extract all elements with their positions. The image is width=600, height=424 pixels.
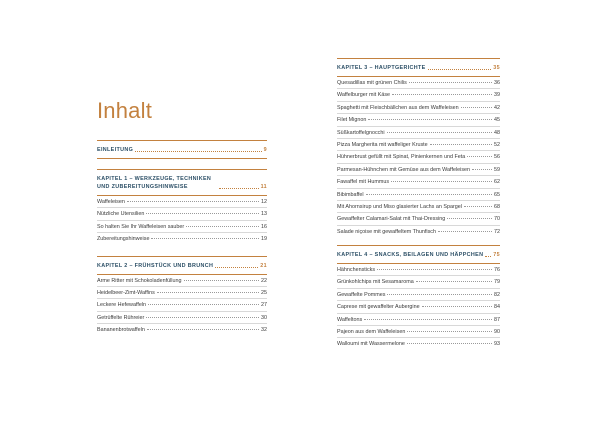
leader-dots (215, 266, 258, 268)
entry-label: Bananenbrotwaffeln (97, 327, 145, 334)
entry-label: Gewaffelter Calamari-Salat mit Thai-Dressing (337, 216, 446, 223)
entry-page: 30 (261, 314, 267, 321)
toc-entry[interactable] (337, 127, 500, 139)
leader-dots (391, 181, 492, 182)
leader-dots (135, 150, 261, 152)
entry-page: 72 (494, 228, 500, 235)
entry-page: 62 (494, 179, 500, 186)
leader-dots (186, 226, 259, 227)
entry-page: 65 (494, 191, 500, 198)
entry-label: Leckere Hefewaffeln (97, 302, 147, 309)
toc-entry[interactable] (97, 208, 267, 220)
chapter-label: KAPITEL 3 – HAUPTGERICHTE (337, 65, 426, 71)
leader-dots (151, 238, 259, 239)
leader-dots (428, 68, 492, 70)
leader-dots (472, 169, 492, 170)
toc-entry[interactable] (97, 233, 267, 245)
entry-label: Filet Mignon (337, 117, 367, 124)
entry-page: 70 (494, 216, 500, 223)
page-title: Inhalt (97, 98, 153, 123)
toc-left (97, 140, 267, 337)
entry-page: 84 (494, 304, 500, 311)
toc-entry[interactable] (337, 301, 500, 313)
toc-entry[interactable] (337, 289, 500, 301)
toc-entry[interactable] (97, 287, 267, 299)
entry-page: 42 (494, 104, 500, 111)
entry-label: Quesadillas mit grünen Chilis (337, 80, 407, 86)
toc-entry[interactable] (337, 201, 500, 213)
leader-dots (387, 294, 492, 295)
entry-label: Getrüffelte Rühreier (97, 314, 145, 321)
chapter-page: 35 (493, 65, 500, 71)
leader-dots (461, 107, 492, 108)
toc-chapter-3[interactable] (337, 59, 500, 76)
toc-entry[interactable] (337, 164, 500, 176)
entry-label: So halten Sie Ihr Waffeleisen sauber (97, 223, 185, 230)
entry-label: Parmesan-Hühnchen mit Gemüse aus dem Waffeleisen (337, 166, 471, 173)
toc-entry[interactable] (337, 264, 500, 276)
entry-page: 87 (494, 316, 500, 323)
leader-dots (430, 144, 492, 145)
toc-entry[interactable] (337, 102, 500, 114)
section-page: 9 (263, 147, 267, 153)
leader-dots (219, 187, 259, 189)
entry-label: Arme Ritter mit Schokoladenfüllung (97, 277, 182, 284)
leader-dots (366, 194, 492, 195)
entry-page: 45 (494, 117, 500, 124)
leader-dots (409, 82, 492, 83)
chapter-page: 21 (260, 262, 267, 269)
toc-entry[interactable] (337, 314, 500, 326)
chapter-label: KAPITEL 4 – SNACKS, BEILAGEN UND HÄPPCHEN (337, 252, 484, 259)
entry-label: Mit Ahornsirup und Miso glasierter Lachs an Spargel (337, 203, 462, 210)
toc-entry[interactable] (337, 151, 500, 163)
entry-page: 16 (261, 223, 267, 230)
leader-dots (146, 213, 259, 214)
right-page (300, 0, 600, 424)
entry-page: 82 (494, 291, 500, 298)
leader-dots (407, 343, 492, 344)
leader-dots (416, 281, 492, 282)
leader-dots (368, 119, 492, 120)
entry-page: 48 (494, 129, 500, 136)
entry-label: Hühnerbrust gefüllt mit Spinat, Pinienkernen und Feta (337, 154, 466, 161)
entry-page: 12 (261, 199, 267, 205)
toc-entry[interactable] (337, 226, 500, 238)
entry-label: Süßkartoffelgnocchi (337, 129, 385, 136)
entry-label: Pajeon aus dem Waffeleisen (337, 329, 406, 336)
leader-dots (447, 218, 492, 219)
toc-chapter-1[interactable] (97, 170, 267, 195)
entry-label: Salade niçoise mit gewaffeltem Thunfisch (337, 228, 436, 235)
divider (97, 158, 267, 159)
entry-page: 36 (494, 80, 500, 86)
entry-label: Gewaffelte Pommes (337, 291, 386, 298)
entry-page: 19 (261, 236, 267, 243)
toc-entry[interactable] (337, 89, 500, 101)
toc-chapter-2[interactable] (97, 257, 267, 274)
leader-dots (467, 156, 492, 157)
entry-label: Zubereitungshinweise (97, 236, 150, 243)
leader-dots (157, 292, 259, 293)
chapter-label: KAPITEL 2 – FRÜHSTÜCK UND BRUNCH (97, 262, 214, 269)
toc-entry[interactable] (97, 299, 267, 311)
entry-label: Spaghetti mit Fleischbällchen aus dem Waffeleisen (337, 104, 459, 111)
entry-page: 59 (494, 166, 500, 173)
entry-label: Waffeleisen (97, 199, 125, 205)
entry-page: 93 (494, 341, 500, 348)
entry-label: Waffelburger mit Käse (337, 92, 391, 99)
chapter-page: 75 (493, 252, 500, 259)
entry-page: 90 (494, 329, 500, 336)
entry-label: Caprese mit gewaffelter Aubergine (337, 304, 420, 311)
toc-intro[interactable] (97, 141, 267, 158)
leader-dots (422, 306, 492, 307)
entry-page: 39 (494, 92, 500, 99)
leader-dots (364, 319, 492, 320)
leader-dots (407, 331, 492, 332)
toc-chapter-4[interactable] (337, 246, 500, 263)
toc-entry[interactable] (337, 139, 500, 151)
leader-dots (127, 201, 259, 202)
leader-dots (377, 269, 492, 270)
toc-entry[interactable] (337, 176, 500, 188)
section-label: EINLEITUNG (97, 147, 134, 153)
toc-entry[interactable] (337, 77, 500, 89)
entry-page: 32 (261, 327, 267, 334)
entry-label: Waffeltons (337, 316, 363, 323)
toc-entry[interactable] (97, 221, 267, 233)
entry-label: Pizza Margherita mit waffeliger Kruste (337, 141, 428, 148)
leader-dots (148, 304, 259, 305)
chapter-page: 11 (260, 184, 267, 190)
toc-entry[interactable] (337, 189, 500, 201)
leader-dots (485, 255, 491, 257)
entry-page: 27 (261, 302, 267, 309)
chapter-4-list (337, 264, 500, 351)
entry-page: 76 (494, 267, 500, 274)
toc-entry[interactable] (97, 312, 267, 324)
leader-dots (146, 317, 259, 318)
entry-label: Grünkohlchips mit Sesamaroma (337, 279, 414, 286)
toc-entry[interactable] (97, 275, 267, 287)
leader-dots (392, 94, 492, 95)
entry-label: Fawaffel mit Hummus (337, 179, 390, 186)
entry-label: Heidelbeer-Zimt-Waffins (97, 289, 155, 296)
toc-entry[interactable] (97, 324, 267, 336)
leader-dots (438, 231, 492, 232)
toc-entry[interactable] (337, 338, 500, 350)
entry-page: 68 (494, 203, 500, 210)
chapter-label: KAPITEL 1 – WERKZEUGE, TECHNIKEN UND ZUBEREITUNGSHINWEISE (97, 176, 212, 190)
toc-entry[interactable] (337, 114, 500, 126)
entry-label: Walloumi mit Wassermelone (337, 341, 405, 348)
leader-dots (387, 132, 492, 133)
toc-right (337, 58, 500, 351)
entry-page: 79 (494, 279, 500, 286)
entry-page: 13 (261, 211, 267, 218)
chapter-3-list (337, 77, 500, 238)
leader-dots (147, 329, 259, 330)
leader-dots (464, 206, 492, 207)
entry-page: 22 (261, 277, 267, 284)
entry-page: 52 (494, 141, 500, 148)
leader-dots (184, 280, 260, 281)
toc-entry[interactable] (337, 276, 500, 288)
entry-label: Hähnchensticks (337, 267, 376, 274)
entry-page: 25 (261, 289, 267, 296)
entry-label: Nützliche Utensilien (97, 211, 145, 218)
entry-page: 56 (494, 154, 500, 161)
toc-entry[interactable] (97, 196, 267, 208)
entry-label: Bibimbaffel (337, 191, 364, 198)
toc-entry[interactable] (337, 326, 500, 338)
toc-entry[interactable] (337, 213, 500, 225)
